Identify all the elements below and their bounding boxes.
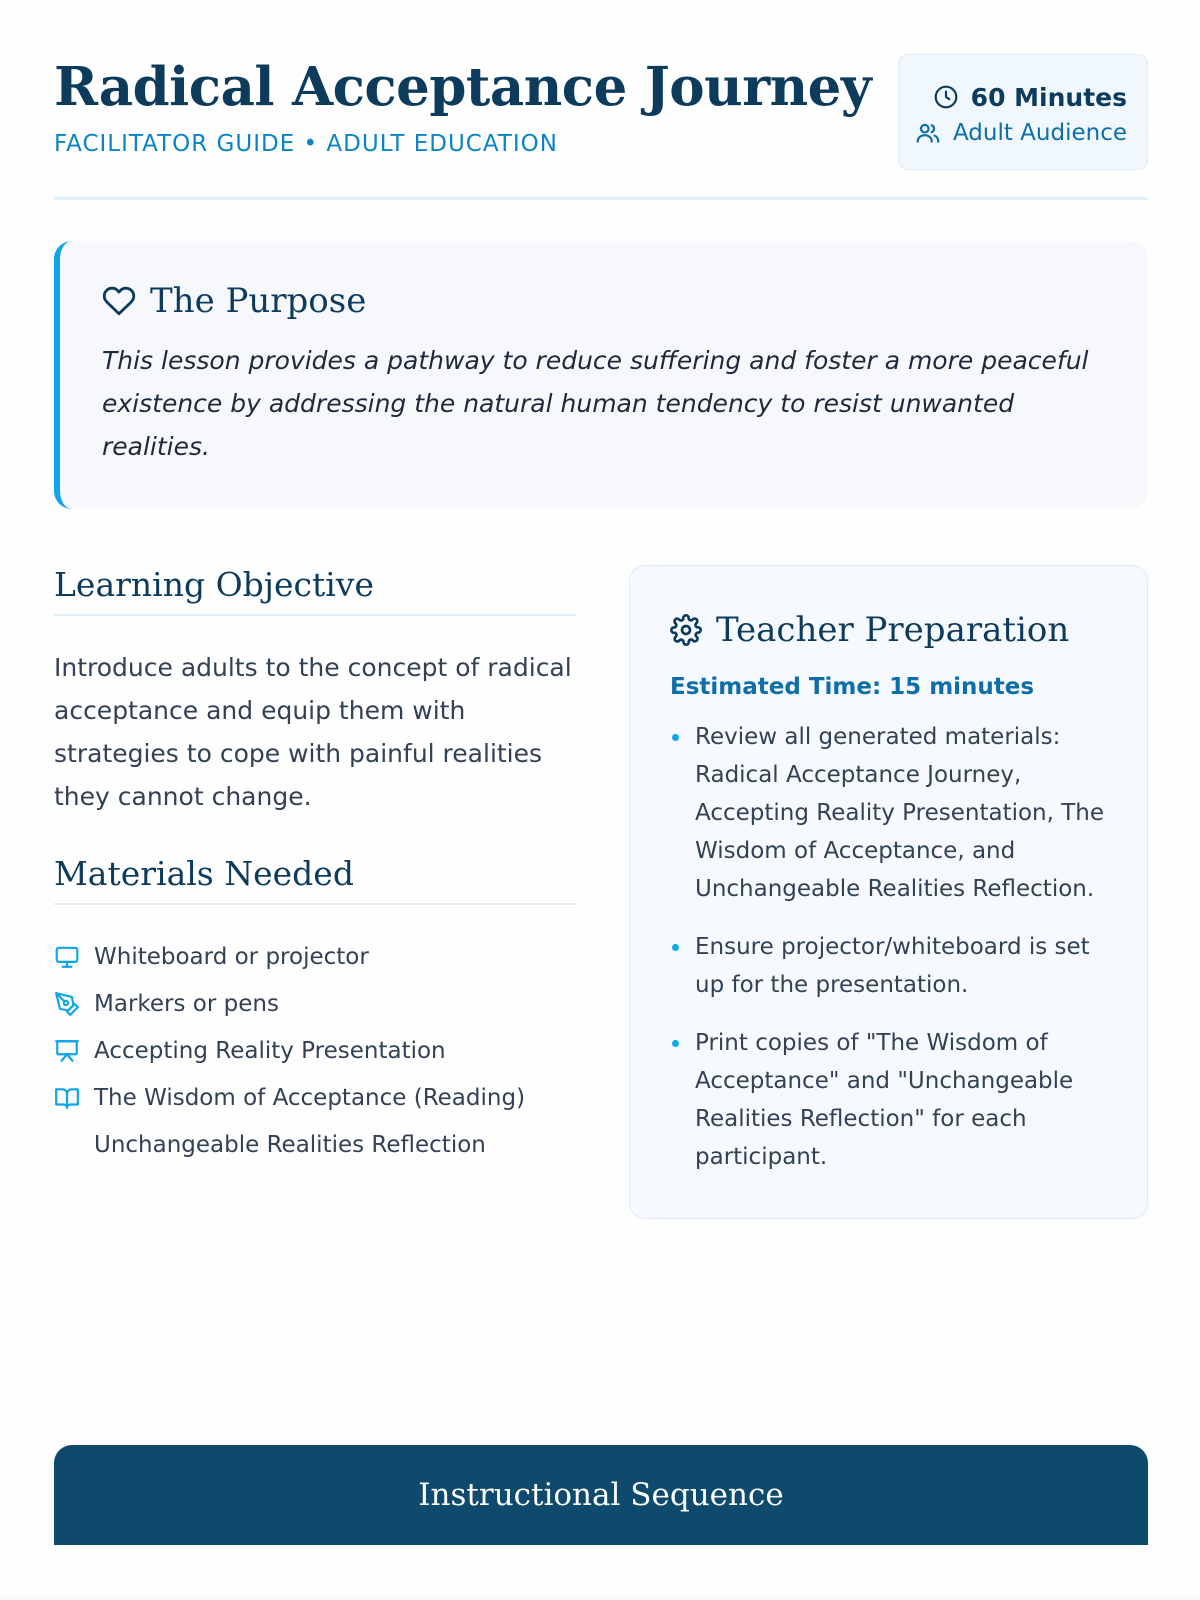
list-item: Ensure projector/whiteboard is set up for the presentation. <box>670 928 1107 1004</box>
users-icon <box>915 120 941 146</box>
material-label: Unchangeable Realities Reflection <box>94 1131 486 1158</box>
audience-row <box>919 115 1127 151</box>
list-item <box>54 980 576 1027</box>
gear-icon <box>670 614 702 646</box>
blank-icon <box>54 1132 80 1158</box>
list-item <box>54 933 576 980</box>
list-item <box>54 1121 576 1168</box>
presentation-icon <box>54 1038 80 1064</box>
material-label: The Wisdom of Acceptance (Reading) <box>94 1084 526 1111</box>
list-item <box>54 1027 576 1074</box>
list-item <box>54 1074 576 1121</box>
lesson-meta-box <box>898 54 1148 170</box>
materials-heading: Materials Needed <box>54 854 576 905</box>
instructional-sequence-heading: Instructional Sequence <box>418 1477 784 1513</box>
material-label: Whiteboard or projector <box>94 943 369 970</box>
material-label: Markers or pens <box>94 990 279 1017</box>
duration-value: 60 Minutes <box>970 82 1127 112</box>
materials-list <box>54 933 576 1168</box>
page-title: Radical Acceptance Journey <box>54 56 872 118</box>
objective-text: Introduce adults to the concept of radical acceptance and equip them with strategies to cope with painful realities they cannot change. <box>54 653 572 811</box>
prep-list <box>670 718 1107 1176</box>
purpose-text: This lesson provides a pathway to reduce suffering and foster a more peaceful existence by addressing the natural human tendency to resist unwanted realities. <box>102 346 1089 461</box>
header-divider <box>54 197 1148 200</box>
duration-row <box>919 79 1127 115</box>
monitor-icon <box>54 944 80 970</box>
prep-heading: Teacher Preparation <box>716 610 1070 650</box>
teacher-prep-card <box>629 565 1148 1219</box>
material-label: Accepting Reality Presentation <box>94 1037 446 1064</box>
clock-icon <box>933 84 959 110</box>
instructional-sequence-banner <box>54 1445 1148 1545</box>
audience-value: Adult Audience <box>952 120 1127 146</box>
purpose-callout <box>54 241 1148 509</box>
pen-tool-icon <box>54 991 80 1017</box>
heart-icon <box>102 284 136 318</box>
prep-estimated-time: Estimated Time: 15 minutes <box>670 674 1035 700</box>
list-item: Print copies of "The Wisdom of Acceptance" and "Unchangeable Realities Reflection" for each participant. <box>670 1024 1107 1176</box>
purpose-heading-row <box>102 281 1106 321</box>
list-item: Review all generated materials: Radical Acceptance Journey, Accepting Reality Presentation, The Wisdom of Acceptance, and Unchangeable Realities Reflection. <box>670 718 1107 908</box>
page-subtitle: FACILITATOR GUIDE • ADULT EDUCATION <box>54 131 558 157</box>
objective-heading: Learning Objective <box>54 565 576 616</box>
left-column <box>54 565 576 1168</box>
book-open-icon <box>54 1085 80 1111</box>
purpose-heading: The Purpose <box>150 281 367 321</box>
prep-heading-row <box>670 610 1107 650</box>
